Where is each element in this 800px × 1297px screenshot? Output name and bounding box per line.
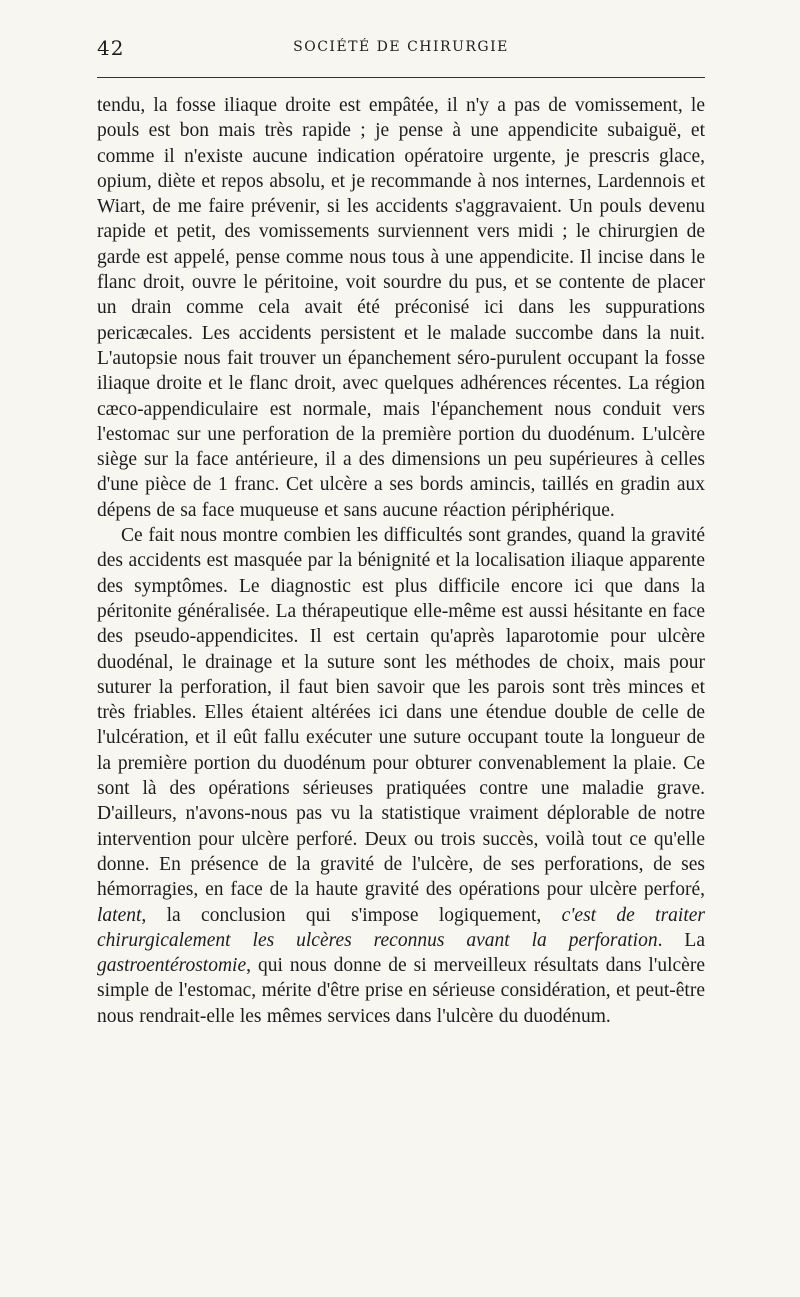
header-rule [97, 77, 705, 78]
paragraph-1: tendu, la fosse iliaque droite est empâtée, il n'y a pas de vomissement, le pouls est bon mais très rapide ; je pense à une appendicite subaiguë, et comme il n'existe aucune indication opératoire urgente, je prescris glace, opium, diète et repos absolu, et je recommande à nos internes, Lardennois et Wiart, de me faire prévenir, si les accidents s'aggravaient. Un pouls devenu rapide et petit, des vomissements surviennent vers midi ; le chirurgien de garde est appelé, pense comme nous tous à une appendicite. Il incise dans le flanc droit, ouvre le péritoine, voit sourdre du pus, et se contente de placer un drain comme cela avait été préconisé ici dans les suppurations pericæcales. Les accidents persistent et le malade succombe dans la nuit. L'autopsie nous fait trouver un épanchement séro-purulent occupant la fosse iliaque droite et le flanc droit, avec quelques adhérences récentes. La région cæco-appendiculaire est normale, mais l'épanchement nous conduit vers l'estomac sur une perforation de la première portion du duodénum. L'ulcère siège sur la face antérieure, il a des dimensions un peu supérieures à celles d'une pièce de 1 franc. Cet ulcère a ses bords amincis, taillés en gradin aux dépens de sa face muqueuse et sans aucune réaction périphérique. [97, 95, 705, 521]
emphasis-gastroenterostomie: gastroentérostomie [97, 955, 247, 977]
page-number: 42 [97, 36, 125, 60]
emphasis-latent: latent [97, 904, 142, 926]
paragraph-2-text-a: Ce fait nous montre combien les difficultés sont grandes, quand la gravité des accidents est masquée par la bénignité et la localisation iliaque apparente des symptômes. Le diagnostic est plus difficile encore ici que dans la péritonite généralisée. La thérapeutique elle-même est aussi hésitante en face des pseudo-appendicites. Il est certain qu'après laparotomie pour ulcère duodénal, le drainage et la suture sont les méthodes de choix, mais pour suturer la perforation, il faut bien savoir que les parois sont très minces et très friables. Elles étaient altérées ici dans une étendue double de celle de l'ulcération, et il eût fallu exécuter une suture occupant toute la longueur de la première portion du duodénum pour obturer convenablement la plaie. Ce sont là des opérations sérieuses pratiquées contre une maladie grave. D'ailleurs, n'avons-nous pas vu la statistique vraiment déplorable de notre intervention pour ulcère perforé. Deux ou trois succès, voilà tout ce qu'elle donne. En présence de la gravité de l'ulcère, de ses perforations, de ses hémorragies, en face de la haute gravité des opérations pour ulcère perforé, [97, 525, 705, 901]
paragraph-2-text-b: , la conclusion qui s'impose logiquement, [141, 904, 542, 926]
page-header [97, 36, 705, 66]
running-title: SOCIÉTÉ DE CHIRURGIE [293, 39, 509, 55]
paragraph-2-text-d: , qui nous donne de si merveilleux résultats dans l'ulcère simple de l'estomac, mérite d'être prise en sérieuse considération, et peut-être nous rendrait-elle les mêmes services dans l'ulcère du duodénum. [97, 955, 705, 1027]
paragraph-2 [97, 523, 705, 1029]
body-text [97, 93, 705, 1029]
emphasis-conclusion: c'est de traiter chirurgicalement les ulcères reconnus avant la perforation [97, 904, 705, 951]
paragraph-2-text-c: . La [657, 929, 705, 951]
